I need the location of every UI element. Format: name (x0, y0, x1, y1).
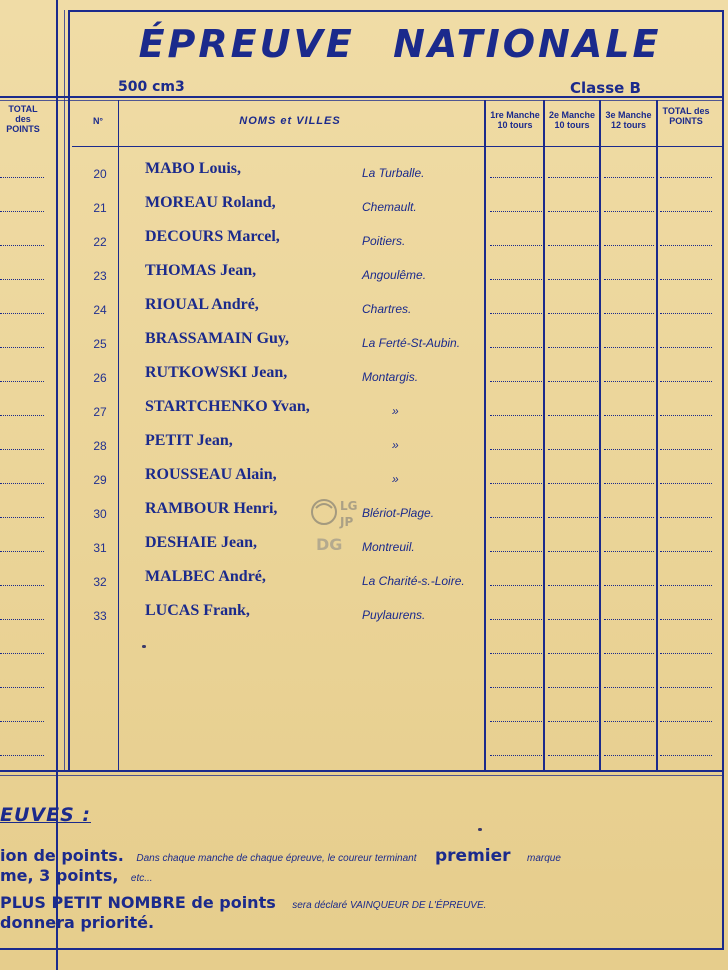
rules-line-2-bold: me, 3 points, (0, 866, 119, 885)
score-blank (660, 721, 712, 722)
score-blank (604, 381, 654, 382)
entrant-city: Blériot-Plage. (362, 506, 435, 520)
score-blank (548, 279, 598, 280)
score-blank (660, 177, 712, 178)
entrant-name: BRASSAMAIN Guy, (145, 330, 290, 347)
table-row (0, 325, 728, 359)
table-row (0, 257, 728, 291)
entrant-number: 31 (93, 541, 107, 555)
score-blank (604, 483, 654, 484)
entrant-number: 26 (93, 371, 107, 385)
entrant-city: Chemault. (362, 200, 417, 214)
table-row (0, 223, 728, 257)
table-row (0, 359, 728, 393)
entrant-number: 29 (93, 473, 107, 487)
entrant-number: 24 (93, 303, 107, 317)
score-blank (604, 755, 654, 756)
score-blank (548, 619, 598, 620)
score-blank (548, 517, 598, 518)
rules-line-1-text: Dans chaque manche de chaque épreuve, le coureur terminant (136, 853, 417, 864)
rules-line-4-bold: donnera priorité. (0, 913, 155, 932)
entrant-city: La Ferté-St-Aubin. (362, 336, 461, 350)
entrant-city: La Turballe. (362, 166, 425, 180)
col-header-heat3: 3e Manche 12 tours (605, 110, 652, 130)
col-header-heat2: 2e Manche 10 tours (548, 110, 596, 130)
empty-row (0, 631, 728, 665)
table-row (0, 597, 728, 631)
score-blank (604, 619, 654, 620)
score-blank (660, 381, 712, 382)
entrant-city: » (392, 472, 399, 486)
score-blank (604, 347, 654, 348)
score-blank (660, 211, 712, 212)
score-blank (548, 551, 598, 552)
table-row (0, 189, 728, 223)
empty-row (0, 699, 728, 733)
score-blank (490, 619, 542, 620)
bottom-table-rule-2 (0, 775, 722, 776)
score-blank (604, 211, 654, 212)
score-blank (548, 449, 598, 450)
left-total-header: TOTAL des POINTS (6, 104, 40, 134)
score-blank (490, 313, 542, 314)
table-row (0, 461, 728, 495)
watermark-stamp-icon (306, 494, 366, 554)
entrant-city: » (392, 404, 399, 418)
col-header-heat1: 1re Manche 10 tours (490, 110, 540, 130)
ink-speck (142, 645, 146, 648)
score-blank (660, 415, 712, 416)
score-blank (548, 585, 598, 586)
rules-line-2-etc: etc... (130, 873, 153, 884)
col-header-number: N° (92, 116, 104, 126)
score-blank (604, 517, 654, 518)
score-blank (490, 483, 542, 484)
stamp-text-bottom: DG (316, 535, 343, 554)
score-blank (660, 619, 712, 620)
score-blank (548, 653, 598, 654)
entrant-number: 28 (93, 439, 107, 453)
score-blank (490, 551, 542, 552)
entrant-name: MABO Louis, (145, 160, 242, 177)
score-blank (490, 449, 542, 450)
entrant-number: 23 (93, 269, 107, 283)
entrant-city: » (392, 438, 399, 452)
score-blank (660, 347, 712, 348)
entrant-number: 22 (93, 235, 107, 249)
score-blank (660, 313, 712, 314)
score-blank (548, 483, 598, 484)
entrant-number: 20 (93, 167, 107, 181)
score-blank (660, 755, 712, 756)
rules-line-4 (0, 913, 154, 933)
table-row (0, 563, 728, 597)
table-row (0, 155, 728, 189)
score-blank (490, 279, 542, 280)
stamp-text-top: LG (340, 499, 358, 513)
entrant-name: MOREAU Roland, (145, 194, 276, 211)
score-blank (660, 687, 712, 688)
class-label: Classe B (570, 79, 641, 97)
column-header-rule (72, 146, 722, 147)
rules-line-3 (0, 893, 486, 913)
score-blank (490, 653, 542, 654)
rules-heading: EUVES : (0, 804, 91, 826)
entrant-name: MALBEC André, (145, 568, 266, 585)
score-blank (660, 517, 712, 518)
score-blank (490, 517, 542, 518)
score-blank (660, 449, 712, 450)
score-blank (604, 687, 654, 688)
score-blank (660, 279, 712, 280)
entrant-name: ROUSSEAU Alain, (145, 466, 277, 483)
score-blank (548, 721, 598, 722)
score-blank (548, 245, 598, 246)
score-blank (548, 755, 598, 756)
entrant-name: DESHAIE Jean, (145, 534, 258, 551)
entrant-number: 30 (93, 507, 107, 521)
ink-speck-2 (478, 828, 482, 831)
score-blank (490, 177, 542, 178)
score-blank (490, 585, 542, 586)
score-blank (604, 245, 654, 246)
entrant-number: 33 (93, 609, 107, 623)
rules-line-1 (0, 846, 561, 866)
score-blank (548, 415, 598, 416)
entrant-city: La Charité-s.-Loire. (362, 574, 465, 588)
score-blank (604, 449, 654, 450)
score-blank (490, 721, 542, 722)
top-border-line (68, 10, 722, 12)
rules-line-1-premier: premier (434, 846, 511, 866)
entrant-name: RUTKOWSKI Jean, (145, 364, 288, 381)
page-title: ÉPREUVE NATIONALE (138, 22, 662, 66)
score-blank (548, 177, 598, 178)
header-rule-2 (0, 100, 722, 101)
col-header-names: NOMS et VILLES (239, 115, 341, 127)
score-blank (548, 211, 598, 212)
score-blank (490, 347, 542, 348)
table-row (0, 393, 728, 427)
score-blank (604, 177, 654, 178)
entrant-city: Angoulême. (362, 268, 427, 282)
entrant-number: 27 (93, 405, 107, 419)
rules-line-3-text: sera déclaré VAINQUEUR DE L'ÉPREUVE. (292, 900, 487, 911)
entrant-city: Montreuil. (362, 540, 415, 554)
score-blank (490, 687, 542, 688)
entrant-city: Chartres. (362, 302, 412, 316)
footer-rule (0, 948, 722, 950)
score-blank (490, 381, 542, 382)
score-blank (660, 245, 712, 246)
col-header-total: TOTAL des POINTS (662, 106, 710, 126)
score-blank (604, 551, 654, 552)
table-row (0, 427, 728, 461)
score-blank (604, 415, 654, 416)
score-blank (604, 585, 654, 586)
table-row (0, 291, 728, 325)
score-blank (604, 653, 654, 654)
entrant-city: Poitiers. (362, 234, 406, 248)
stamp-text-mid: JP (340, 515, 354, 529)
empty-row (0, 733, 728, 767)
entrant-city: Puylaurens. (362, 608, 426, 622)
bottom-table-rule (0, 770, 722, 772)
entrant-city: Montargis. (362, 370, 419, 384)
entrant-name: RAMBOUR Henri, (145, 500, 278, 517)
rules-line-1-end: marque (526, 853, 561, 864)
entrant-number: 32 (93, 575, 107, 589)
rules-line-1-bold: ion de points. (0, 846, 124, 865)
score-blank (490, 415, 542, 416)
entrant-name: DECOURS Marcel, (145, 228, 280, 245)
score-blank (660, 653, 712, 654)
entrant-number: 21 (93, 201, 107, 215)
rules-line-3-bold: PLUS PETIT NOMBRE de points (0, 893, 276, 912)
score-blank (660, 585, 712, 586)
score-blank (548, 313, 598, 314)
score-blank (490, 245, 542, 246)
entrant-name: PETIT Jean, (145, 432, 233, 449)
score-blank (490, 211, 542, 212)
score-blank (660, 483, 712, 484)
entrant-number: 25 (93, 337, 107, 351)
entrant-name: RIOUAL André, (145, 296, 259, 313)
score-blank (548, 381, 598, 382)
entrant-name: LUCAS Frank, (145, 602, 250, 619)
score-blank (490, 755, 542, 756)
score-blank (604, 279, 654, 280)
score-blank (604, 313, 654, 314)
score-blank (660, 551, 712, 552)
engine-class-label: 500 cm3 (118, 79, 185, 95)
score-blank (548, 687, 598, 688)
empty-row (0, 665, 728, 699)
entrant-name: STARTCHENKO Yvan, (145, 398, 310, 415)
score-blank (548, 347, 598, 348)
entrant-name: THOMAS Jean, (145, 262, 257, 279)
score-blank (604, 721, 654, 722)
rules-line-2 (0, 866, 153, 886)
